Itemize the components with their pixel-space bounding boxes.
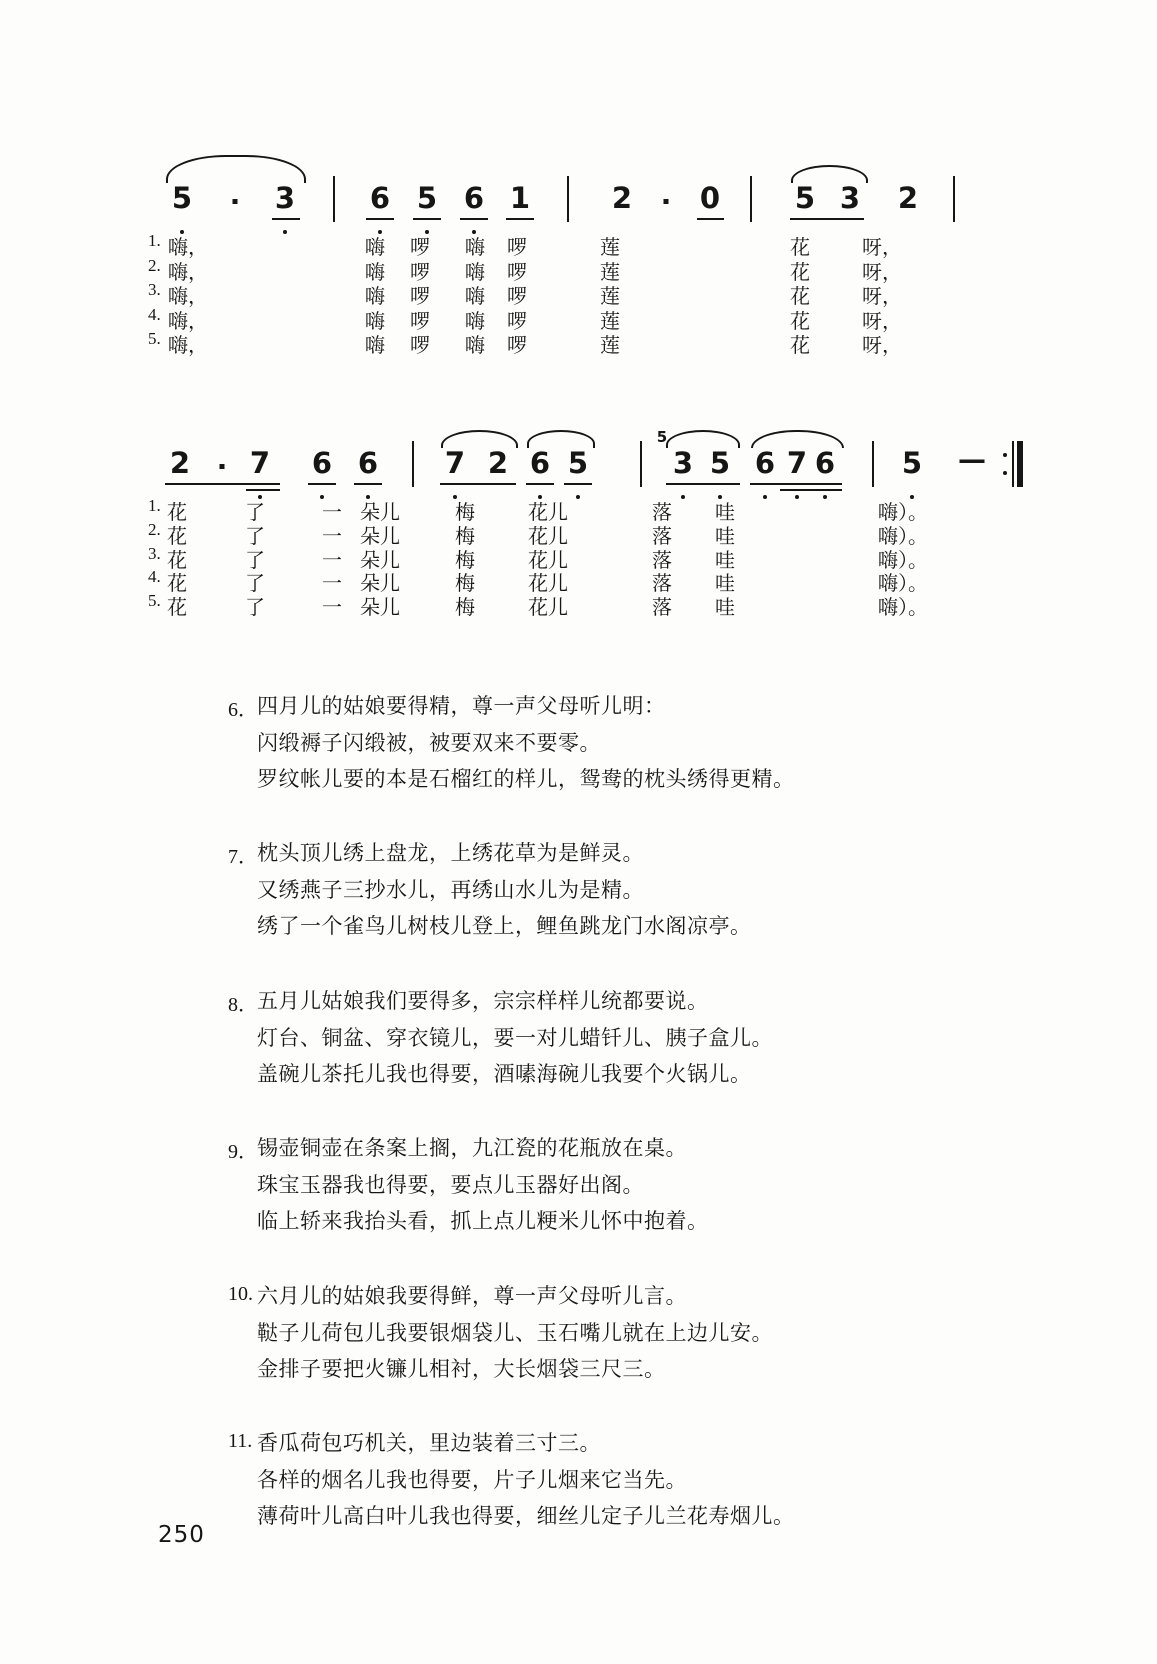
lyric-syllable: 嗨）。: [878, 525, 928, 548]
verse-line: 绣了一个雀鸟儿树枝儿登上，鲤鱼跳龙门水阁凉亭。: [257, 914, 752, 938]
lyric-syllable: 了: [245, 573, 265, 596]
lyric-row: [0, 519, 1157, 548]
verse-line: 盖碗儿茶托儿我也得要，酒嗉海碗儿我要个火锅儿。: [257, 1062, 752, 1086]
slur-arc: [666, 430, 740, 448]
verse-line: 四月儿的姑娘要得精，尊一声父母听儿明：: [257, 694, 666, 718]
lyric-syllable: 一: [322, 573, 342, 596]
lyric-syllable: 哇: [715, 525, 735, 548]
verse-line: 罗纹帐儿要的本是石榴红的样儿，鸳鸯的枕头绣得更精。: [257, 767, 795, 791]
rhythm-underline: [413, 218, 441, 220]
repeat-thin-bar: [1012, 441, 1014, 487]
lyric-syllable: 朵儿: [360, 597, 400, 620]
lyric-syllable: 花: [167, 502, 187, 524]
verse-line: 珠宝玉器我也得要，要点儿玉器好出阁。: [257, 1172, 644, 1197]
verse-line: 五月儿姑娘我们要得多，宗宗样样儿统都要说。: [257, 989, 709, 1013]
rhythm-underline: [354, 483, 382, 485]
rhythm-underline: [165, 483, 280, 485]
lyric-syllable: 花儿: [528, 597, 568, 620]
lyric-row: [0, 329, 1157, 357]
rhythm-underline: [506, 218, 534, 220]
note-number: 5: [416, 181, 438, 215]
verse-number: 11.: [228, 1430, 253, 1452]
lyric-syllable: 哇: [715, 597, 735, 620]
note-number: 5: [709, 446, 731, 480]
lyric-syllable: 梅: [455, 597, 475, 620]
lyric-syllable: 嗨: [465, 286, 485, 308]
note-number: 6: [311, 446, 333, 480]
augmentation-dot: [220, 464, 225, 469]
lyric-syllable: 啰: [507, 310, 527, 333]
note-number: 6: [529, 446, 551, 480]
slur-arc: [527, 430, 595, 448]
note-number: 6: [357, 446, 379, 480]
verse-block: [228, 983, 773, 1093]
rhythm-underline: [666, 483, 740, 485]
verse-line: 各样的烟名儿我也得要，片子儿烟来它当先。: [257, 1467, 687, 1492]
verse-number-label: 3.: [148, 280, 161, 299]
verse-number-label: 5.: [148, 329, 161, 348]
note-number: 5: [567, 446, 589, 480]
note-number: 2: [897, 181, 919, 215]
note-number: 3: [839, 181, 861, 215]
lyric-syllable: 花: [790, 261, 810, 284]
lyric-syllable: 花儿: [528, 573, 568, 596]
lyric-syllable: 嗨: [365, 286, 385, 308]
lyric-row: [0, 543, 1157, 572]
grace-note: 5: [656, 428, 668, 446]
lyric-syllable: 啰: [410, 237, 430, 259]
lyric-syllable: 了: [245, 502, 265, 524]
repeat-dot: [1003, 471, 1007, 475]
repeat-dot: [1003, 453, 1007, 457]
lyric-syllable: 莲: [600, 237, 620, 259]
note-dash: —: [958, 443, 986, 476]
verse-line: 香瓜荷包巧机关，里边装着三寸三。: [257, 1431, 601, 1455]
verse-number: 10.: [228, 1283, 253, 1305]
lyric-row: [0, 496, 1157, 524]
note-number: 7: [786, 446, 808, 480]
lyric-syllable: 莲: [600, 261, 620, 284]
note-number: 7: [249, 446, 271, 480]
lyric-syllable: 朵儿: [360, 525, 400, 548]
barline: [640, 441, 642, 487]
barline: [567, 176, 569, 222]
lyric-row: [0, 304, 1157, 333]
lyric-syllable: 嗨: [465, 237, 485, 259]
lyric-syllable: 花: [167, 525, 187, 548]
lyric-syllable: 莲: [600, 335, 620, 357]
lyric-syllable: 啰: [507, 335, 527, 357]
lyric-syllable: 花: [790, 335, 810, 357]
note-number: 6: [814, 446, 836, 480]
lyric-syllable: 嗨: [465, 310, 485, 333]
verse-number: 9．: [228, 1141, 258, 1163]
lyric-syllable: 嗨，: [168, 261, 208, 284]
lyric-row: [0, 255, 1157, 284]
lyric-syllable: 哇: [715, 573, 735, 596]
verse-number-label: 4.: [148, 567, 161, 587]
lyric-syllable: 落: [652, 573, 672, 596]
slur-arc: [751, 430, 844, 448]
lyric-syllable: 花儿: [528, 549, 568, 572]
note-number: 5: [171, 181, 193, 215]
verse-number-label: 1.: [148, 231, 161, 250]
lyric-syllable: 花: [790, 286, 810, 308]
slur-arc: [166, 155, 306, 183]
lyric-row: [0, 567, 1157, 596]
note-number: 3: [672, 446, 694, 480]
lyric-row: [0, 591, 1157, 620]
note-number: 3: [274, 181, 296, 215]
verse-number: 7．: [228, 846, 258, 868]
verse-number-label: 2.: [148, 255, 161, 275]
rhythm-underline: [246, 489, 280, 491]
note-number: 6: [369, 181, 391, 215]
lyric-syllable: 嗨，: [168, 310, 208, 333]
lyric-syllable: 花儿: [528, 502, 568, 524]
verse-line: 又绣燕子三抄水儿，再绣山水儿为是精。: [257, 877, 644, 902]
rhythm-underline: [790, 218, 864, 220]
lyric-syllable: 梅: [455, 502, 475, 524]
lyric-syllable: 啰: [410, 335, 430, 357]
lyric-syllable: 呀，: [862, 335, 902, 357]
lyric-syllable: 朵儿: [360, 549, 400, 572]
lyric-syllable: 花儿: [528, 525, 568, 548]
barline: [872, 441, 874, 487]
verse-block: [228, 1130, 709, 1240]
rhythm-underline: [526, 483, 554, 485]
lyric-syllable: 嗨，: [168, 286, 208, 308]
barline: [750, 176, 752, 222]
lyric-syllable: 花: [790, 237, 810, 259]
lyric-syllable: 嗨）。: [878, 597, 928, 620]
verse-line: 薄荷叶儿高白叶儿我也得要，细丝儿定子儿兰花寿烟儿。: [257, 1504, 795, 1528]
lyric-syllable: 梅: [455, 549, 475, 572]
note-number: 2: [487, 446, 509, 480]
lyric-syllable: 莲: [600, 310, 620, 333]
lyric-row: [0, 231, 1157, 259]
lyric-syllable: 落: [652, 549, 672, 572]
note-number: 2: [611, 181, 633, 215]
lyric-syllable: 朵儿: [360, 502, 400, 524]
lyric-syllable: 哇: [715, 549, 735, 572]
lyric-row: [0, 280, 1157, 308]
verse-line: 锡壶铜壶在条案上搁，九江瓷的花瓶放在桌。: [257, 1136, 687, 1160]
rhythm-underline: [308, 483, 336, 485]
lyric-syllable: 朵儿: [360, 573, 400, 596]
verse-line: 闪缎褥子闪缎被，被要双来不要零。: [257, 730, 601, 755]
lyric-syllable: 了: [245, 597, 265, 620]
lyric-syllable: 嗨）。: [878, 549, 928, 572]
barline: [953, 176, 955, 222]
lyric-syllable: 一: [322, 549, 342, 572]
lyric-syllable: 嗨）。: [878, 573, 928, 596]
verse-block: [228, 835, 752, 945]
note-number: 6: [754, 446, 776, 480]
slur-arc: [441, 430, 518, 448]
verse-block: [228, 1425, 795, 1535]
lyric-syllable: 嗨: [365, 335, 385, 357]
note-number: 5: [794, 181, 816, 215]
lyric-syllable: 花: [167, 549, 187, 572]
rhythm-underline: [564, 483, 592, 485]
lyric-syllable: 一: [322, 525, 342, 548]
verse-line: 枕头顶儿绣上盘龙，上绣花草为是鲜灵。: [257, 841, 644, 865]
lyric-syllable: 花: [790, 310, 810, 333]
lyric-syllable: 落: [652, 597, 672, 620]
slur-arc: [791, 165, 868, 183]
lyric-syllable: 嗨: [465, 335, 485, 357]
lyric-syllable: 落: [652, 502, 672, 524]
lyric-syllable: 嗨）。: [878, 502, 928, 524]
verse-block: [228, 1278, 773, 1388]
augmentation-dot: [233, 199, 238, 204]
rhythm-underline: [750, 483, 842, 485]
note-number: 2: [169, 446, 191, 480]
lyric-syllable: 啰: [507, 237, 527, 259]
lyric-syllable: 落: [652, 525, 672, 548]
rhythm-underline: [366, 218, 394, 220]
rhythm-underline: [780, 489, 842, 491]
lyric-syllable: 梅: [455, 573, 475, 596]
verse-number-label: 4.: [148, 304, 161, 324]
repeat-thick-bar: [1017, 441, 1023, 487]
page-number: 250: [158, 1522, 205, 1548]
verse-line: 灯台、铜盆、穿衣镜儿，要一对儿蜡钎儿、胰子盒儿。: [257, 1025, 773, 1050]
verse-number-label: 3.: [148, 543, 161, 563]
lyric-syllable: 花: [167, 573, 187, 596]
barline: [412, 441, 414, 487]
note-number: 7: [444, 446, 466, 480]
lyric-syllable: 嗨: [365, 261, 385, 284]
verse-line: 金排子要把火镰儿相衬，大长烟袋三尺三。: [257, 1357, 666, 1381]
lyric-syllable: 花: [167, 597, 187, 620]
note-number: 1: [509, 181, 531, 215]
lyric-syllable: 了: [245, 525, 265, 548]
lyric-syllable: 哇: [715, 502, 735, 524]
verse-number-label: 2.: [148, 519, 161, 539]
verse-line: 鞑子儿荷包儿我要银烟袋儿、玉石嘴儿就在上边儿安。: [257, 1320, 773, 1345]
lyric-syllable: 了: [245, 549, 265, 572]
lyric-syllable: 啰: [410, 310, 430, 333]
rhythm-underline: [440, 483, 516, 485]
verse-number: 6．: [228, 699, 258, 721]
verse-block: [228, 688, 795, 798]
rhythm-underline: [697, 218, 724, 220]
lyric-syllable: 啰: [507, 261, 527, 284]
verse-line: 六月儿的姑娘我要得鲜，尊一声父母听儿言。: [257, 1284, 687, 1308]
lyric-syllable: 嗨，: [168, 237, 208, 259]
lyric-syllable: 嗨: [365, 310, 385, 333]
lyric-syllable: 呀，: [862, 286, 902, 308]
barline: [333, 176, 335, 222]
lyric-syllable: 呀，: [862, 310, 902, 333]
lyric-syllable: 嗨，: [168, 335, 208, 357]
lyric-syllable: 梅: [455, 525, 475, 548]
lyric-syllable: 一: [322, 597, 342, 620]
note-number: 5: [901, 446, 923, 480]
note-number: 0: [699, 181, 721, 215]
rhythm-underline: [272, 218, 300, 220]
augmentation-dot: [664, 199, 669, 204]
lyric-syllable: 呀，: [862, 237, 902, 259]
verse-number-label: 1.: [148, 496, 161, 515]
lyric-syllable: 嗨: [365, 237, 385, 259]
rhythm-underline: [460, 218, 488, 220]
lyric-syllable: 呀，: [862, 261, 902, 284]
verse-line: 临上轿来我抬头看，抓上点儿粳米儿怀中抱着。: [257, 1209, 709, 1233]
lyric-syllable: 莲: [600, 286, 620, 308]
verse-number-label: 5.: [148, 591, 161, 611]
lyric-syllable: 啰: [410, 286, 430, 308]
verse-number: 8．: [228, 994, 258, 1016]
lyric-syllable: 嗨: [465, 261, 485, 284]
lyric-syllable: 啰: [410, 261, 430, 284]
lyric-syllable: 啰: [507, 286, 527, 308]
note-number: 6: [463, 181, 485, 215]
lyric-syllable: 一: [322, 502, 342, 524]
